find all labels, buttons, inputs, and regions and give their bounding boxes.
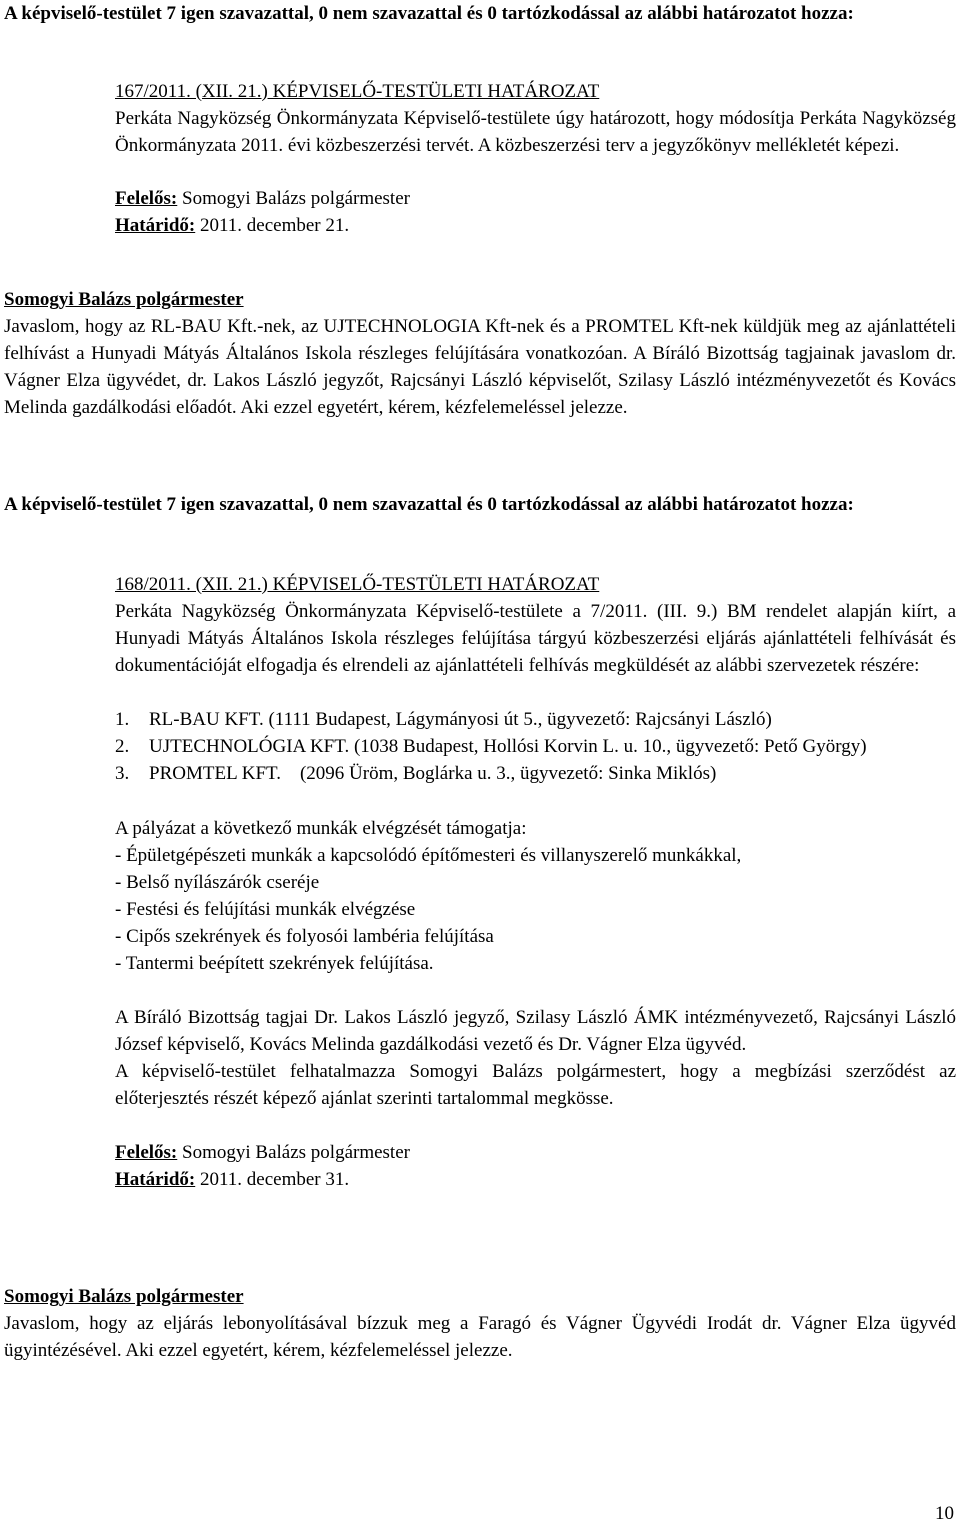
list-item: 3. PROMTEL KFT. (2096 Üröm, Boglárka u. 3., ügyvezető: Sinka Miklós)	[115, 763, 717, 784]
organization-list	[115, 706, 956, 787]
hatarido-line	[115, 212, 956, 239]
vote-statement-1: A képviselő-testület 7 igen szavazattal, 0 nem szavazattal és 0 tartózkodással az alábbi határozatot hozza:	[4, 3, 854, 24]
list-item: 1. RL-BAU KFT. (1111 Budapest, Lágymányosi út 5., ügyvezető: Rajcsányi László)	[115, 709, 772, 730]
felelos-label: Felelős:	[115, 188, 178, 209]
committee-members: A Bíráló Bizottság tagjai Dr. Lakos László jegyző, Szilasy László ÁMK intézményvezető, Rajcsányi László József képviselő, Kovács Melinda gazdálkodási vezető és Dr. Vágner Elza ügyvéd.	[115, 1007, 956, 1055]
list-item: - Épületgépészeti munkák a kapcsolódó építőmesteri és villanyszerelő munkákkal,	[115, 845, 742, 866]
authorization-text: A képviselő-testület felhatalmazza Somogyi Balázs polgármestert, hogy a megbízási szerződést az előterjesztés részét képező ajánlat szerinti tartalommal megkösse.	[115, 1061, 956, 1109]
hatarido-label: Határidő:	[115, 1169, 196, 1190]
felelos-value: Somogyi Balázs polgármester	[182, 1142, 410, 1163]
resolution-title: 167/2011. (XII. 21.) KÉPVISELŐ-TESTÜLETI HATÁROZAT	[115, 81, 600, 102]
speaker-block-2	[4, 1283, 956, 1364]
hatarido-line	[115, 1166, 956, 1193]
resolution-body: Perkáta Nagyközség Önkormányzata Képviselő-testülete úgy határozott, hogy módosítja Perkáta Nagyközség Önkormányzata 2011. évi közbeszerzési tervét. A közbeszerzési terv a jegyzőkönyv mellékletét képezi.	[115, 108, 956, 156]
list-item: - Festési és felújítási munkák elvégzése	[115, 899, 416, 920]
felelos-line	[115, 1139, 956, 1166]
page-number: 10	[935, 1503, 954, 1524]
felelos-label: Felelős:	[115, 1142, 178, 1163]
felelos-line	[115, 185, 956, 212]
hatarido-value: 2011. december 31.	[199, 1169, 350, 1190]
list-item: - Belső nyílászárók cseréje	[115, 872, 320, 893]
resolution-body: Perkáta Nagyközség Önkormányzata Képviselő-testülete a 7/2011. (III. 9.) BM rendelet alapján kiírt, a Hunyadi Mátyás Általános Iskola részleges felújítása tárgyú közbeszerzési eljárás ajánlattételi felhívását és dokumentációját elfogadja és elrendeli az ajánlattételi felhívás megküldését az alábbi szervezetek részére:	[115, 601, 956, 676]
speaker-block-1	[4, 286, 956, 421]
speaker-text: Javaslom, hogy az eljárás lebonyolításával bízzuk meg a Faragó és Vágner Ügyvédi Irodát dr. Vágner Elza ügyvéd ügyintézésével. Aki ezzel egyetért, kérem, kézfelemeléssel jelezze.	[4, 1313, 956, 1361]
vote-statement-2: A képviselő-testület 7 igen szavazattal, 0 nem szavazattal és 0 tartózkodással az alábbi határozatot hozza:	[4, 494, 854, 515]
list-item: - Cipős szekrények és folyosói lambéria felújítása	[115, 926, 494, 947]
support-items	[115, 842, 956, 977]
hatarido-label: Határidő:	[115, 215, 196, 236]
speaker-name: Somogyi Balázs polgármester	[4, 289, 244, 310]
support-intro: A pályázat a következő munkák elvégzését támogatja:	[115, 818, 527, 839]
list-item: 2. UJTECHNOLÓGIA KFT. (1038 Budapest, Hollósi Korvin L. u. 10., ügyvezető: Pető György)	[115, 736, 867, 757]
felelos-value: Somogyi Balázs polgármester	[182, 188, 410, 209]
resolution-title: 168/2011. (XII. 21.) KÉPVISELŐ-TESTÜLETI HATÁROZAT	[115, 574, 600, 595]
list-item: - Tantermi beépített szekrények felújítása.	[115, 953, 434, 974]
hatarido-value: 2011. december 21.	[199, 215, 350, 236]
resolution-168	[4, 571, 956, 1193]
speaker-text: Javaslom, hogy az RL-BAU Kft.-nek, az UJTECHNOLOGIA Kft-nek és a PROMTEL Kft-nek küldjük meg az ajánlattételi felhívást a Hunyadi Mátyás Általános Iskola részleges felújítására vonatkozóan. A Bíráló Bizottság tagjainak javaslom dr. Vágner Elza ügyvédet, dr. Lakos László jegyzőt, Rajcsányi László képviselőt, Szilasy László intézményvezetőt és Kovács Melinda gazdálkodási előadót. Aki ezzel egyetért, kérem, kézfelemeléssel jelezze.	[4, 316, 956, 418]
speaker-name: Somogyi Balázs polgármester	[4, 1286, 244, 1307]
resolution-167	[4, 78, 956, 239]
